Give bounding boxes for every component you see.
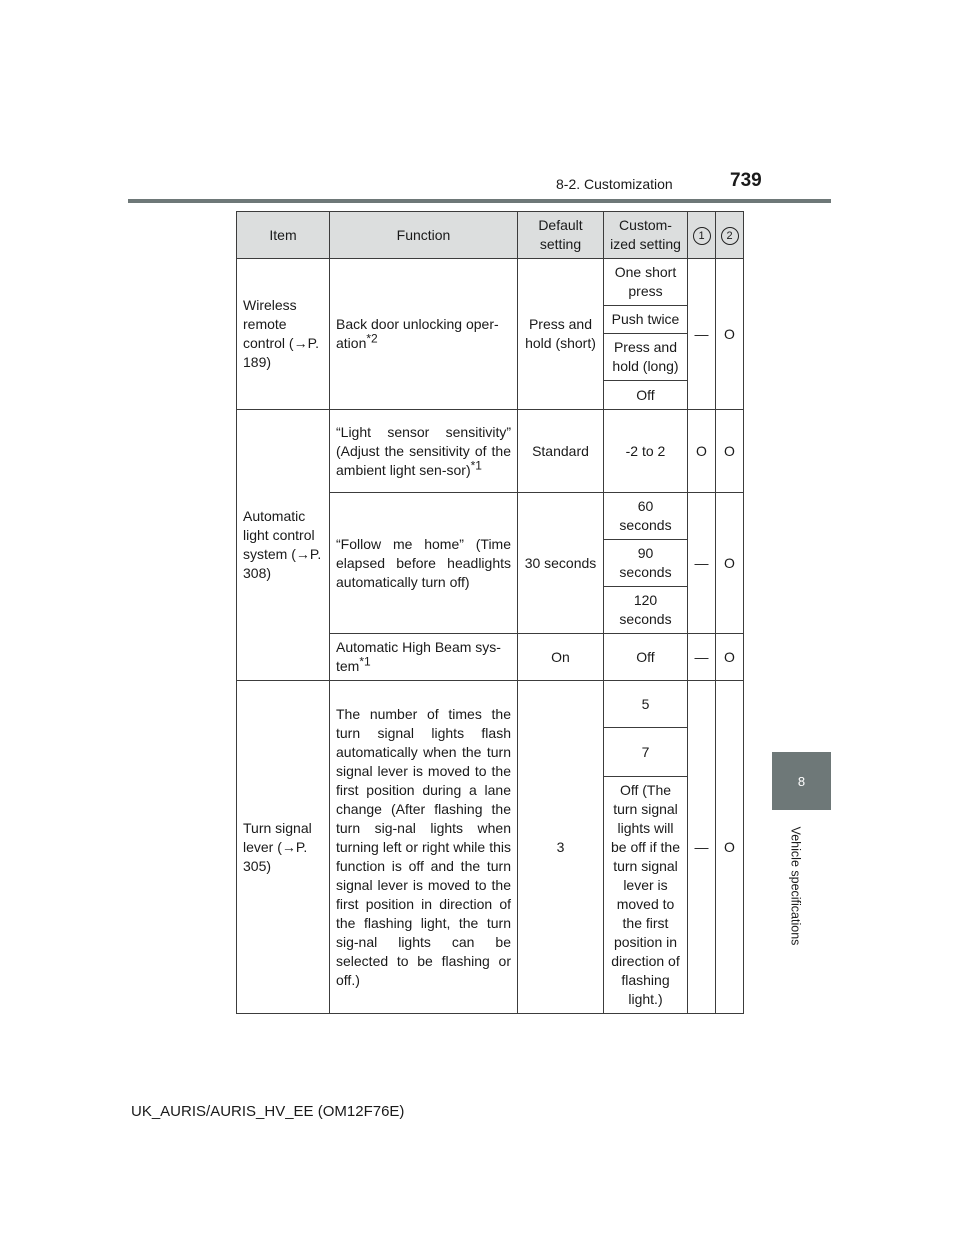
header-function: Function: [330, 212, 518, 259]
chapter-side-label: [785, 818, 805, 954]
function-text: “Light sensor sensitivity” (Adjust the sensitivity of the ambient light sen-sor): [336, 423, 511, 478]
chapter-label: Vehicle specifications: [788, 826, 803, 946]
function-high-beam: [330, 634, 518, 681]
function-back-door: [330, 259, 518, 410]
custom-option: One short press: [604, 259, 688, 306]
chapter-number: 8: [797, 773, 806, 789]
table-row: [237, 681, 744, 728]
item-turn-signal-lever: Turn signal lever (→P. 305): [237, 681, 330, 1014]
circled-two-icon: 2: [721, 227, 739, 245]
col2-value: O: [716, 493, 744, 634]
header-item: Item: [237, 212, 330, 259]
default-setting: On: [518, 634, 604, 681]
footnote-mark: *2: [366, 331, 378, 346]
custom-option: 120 seconds: [604, 587, 688, 634]
col2-value: O: [716, 259, 744, 410]
custom-option: -2 to 2: [604, 410, 688, 493]
col1-value: —: [688, 493, 716, 634]
col1-value: —: [688, 681, 716, 1014]
col1-value: O: [688, 410, 716, 493]
function-text: Automatic High Beam sys-tem: [336, 639, 501, 674]
custom-option: 60 seconds: [604, 493, 688, 540]
col2-value: O: [716, 410, 744, 493]
table-row: [237, 410, 744, 493]
custom-option: 5: [604, 681, 688, 728]
footer-document-code: UK_AURIS/AURIS_HV_EE (OM12F76E): [131, 1103, 405, 1120]
table-header-row: [237, 212, 744, 259]
custom-option: Push twice: [604, 306, 688, 334]
col2-value: O: [716, 681, 744, 1014]
chapter-tab[interactable]: [772, 752, 831, 810]
header-col2: [716, 212, 744, 259]
circled-one-icon: 1: [693, 227, 711, 245]
custom-option: 7: [604, 728, 688, 777]
custom-option: Off: [604, 634, 688, 681]
default-setting: Press and hold (short): [518, 259, 604, 410]
col1-value: —: [688, 259, 716, 410]
item-automatic-light-control: Automatic light control system (→P. 308): [237, 410, 330, 681]
function-follow-me-home: “Follow me home” (Time elapsed before headlights automatically turn off): [330, 493, 518, 634]
page-number: 739: [730, 170, 762, 191]
function-light-sensor: [330, 410, 518, 493]
header-col1: [688, 212, 716, 259]
default-setting: 30 seconds: [518, 493, 604, 634]
header-customized-setting: Custom-ized setting: [604, 212, 688, 259]
header-default-setting: Default setting: [518, 212, 604, 259]
function-text: Back door unlocking oper-ation: [336, 316, 499, 351]
section-title: 8-2. Customization: [556, 176, 673, 192]
col1-value: —: [688, 634, 716, 681]
customization-table: [236, 211, 744, 1014]
custom-option: Press and hold (long): [604, 334, 688, 381]
item-wireless-remote: Wireless remote control (→P. 189): [237, 259, 330, 410]
default-setting: Standard: [518, 410, 604, 493]
custom-option: Off (The turn signal lights will be off if the turn signal lever is moved to the first position in direction of flashing light.): [604, 777, 688, 1014]
col2-value: O: [716, 634, 744, 681]
custom-option: 90 seconds: [604, 540, 688, 587]
footnote-mark: *1: [470, 457, 482, 472]
function-turn-signal: The number of times the turn signal lights flash automatically when the turn signal lever is moved to the first position during a lane change (After flashing the turn sig-nal lights when turning left or right while this function is off and the turn signal lever is moved to the first position in direction of the flashing light, the turn sig-nal lights can be selected to be flashing or off.): [330, 681, 518, 1014]
footnote-mark: *1: [359, 654, 371, 669]
default-setting: 3: [518, 681, 604, 1014]
header-rule: [128, 199, 831, 203]
custom-option: Off: [604, 381, 688, 410]
table-row: [237, 259, 744, 306]
